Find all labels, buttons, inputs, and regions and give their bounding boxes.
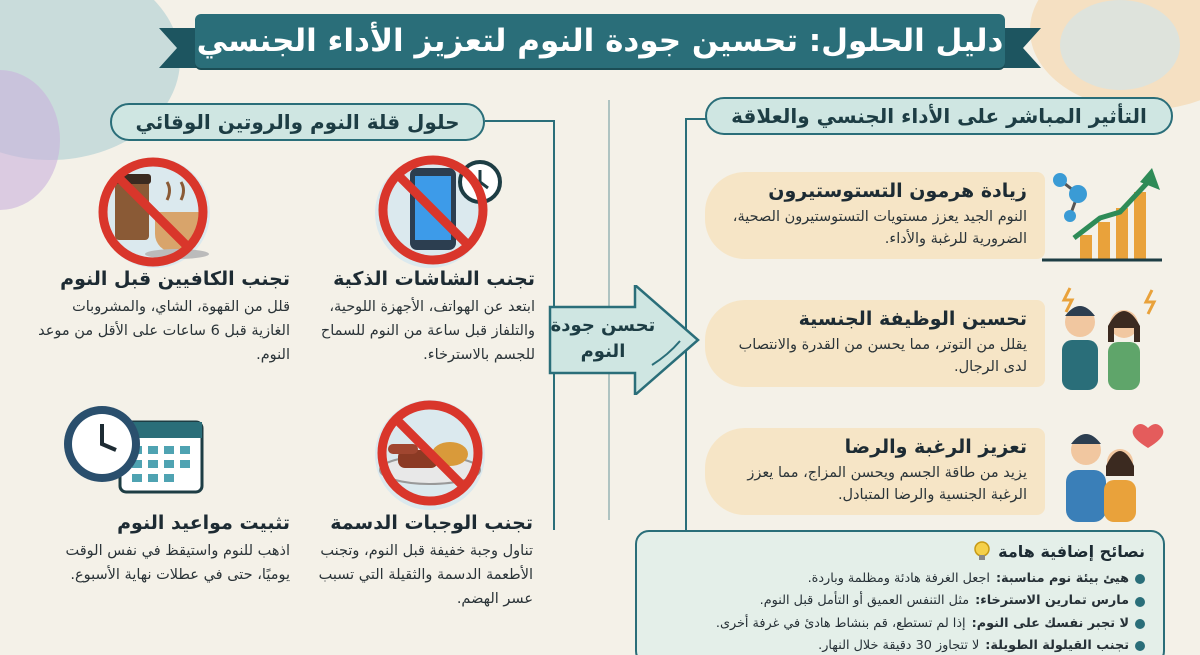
title-banner	[195, 14, 1005, 68]
extra-tips-title: نصائح إضافية هامة	[998, 541, 1145, 561]
hugging-couple-icon	[1040, 412, 1165, 527]
bullet-icon	[1135, 641, 1145, 651]
tip-screens	[300, 268, 535, 368]
no-fast-food-icon	[368, 398, 498, 513]
item-label: لا تجبر نفسك على النوم:	[971, 615, 1129, 631]
effect-card-desire	[705, 428, 1045, 515]
effect-text: يزيد من طاقة الجسم ويحسن المزاج، مما يعزز الرغبة الجنسية والرضا المتبادل.	[747, 465, 1027, 504]
tip-title: تجنب الكافيين قبل النوم	[60, 268, 290, 290]
item-text: اجعل الغرفة هادئة ومظلمة وباردة.	[807, 571, 990, 586]
decor-blob	[1060, 0, 1180, 90]
list-item	[651, 590, 1145, 612]
effect-text: النوم الجيد يعزز مستويات التستوستيرون الصحية، الضرورية للرغبة والأداء.	[732, 209, 1027, 248]
clock-calendar-icon	[60, 400, 210, 505]
effect-title: تعزيز الرغبة والرضا	[844, 436, 1027, 458]
list-item	[651, 568, 1145, 590]
item-label: تجنب القيلولة الطويلة:	[985, 638, 1129, 654]
lightbulb-icon	[972, 540, 992, 562]
no-coffee-icon	[85, 150, 225, 270]
item-text: لا تتجاوز 30 دقيقة خلال النهار.	[818, 638, 980, 654]
tip-sleep-schedule	[30, 512, 290, 588]
solutions-heading: حلول قلة النوم والروتين الوقائي	[110, 103, 485, 141]
list-item	[651, 613, 1145, 635]
bullet-icon	[1135, 619, 1145, 629]
extra-tips-box	[635, 530, 1165, 655]
tip-title: تثبيت مواعيد النوم	[117, 512, 290, 534]
tip-caffeine	[30, 268, 290, 368]
effect-card-testosterone	[705, 172, 1045, 259]
tip-text: اذهب للنوم واستيقظ في نفس الوقت يوميًا، حتى في عطلات نهاية الأسبوع.	[65, 543, 290, 583]
connector-line	[485, 120, 555, 122]
couple-icon	[1040, 282, 1165, 397]
effects-heading: التأثير المباشر على الأداء الجنسي والعلاقة	[705, 97, 1173, 135]
tip-title: تجنب الوجبات الدسمة	[330, 512, 533, 534]
extra-tips-list	[651, 568, 1145, 655]
tip-title: تجنب الشاشات الذكية	[333, 268, 535, 290]
connector-line	[685, 118, 707, 120]
tip-text: قلل من القهوة، الشاي، والمشروبات الغازية قبل 6 ساعات على الأقل من موعد النوم.	[38, 299, 290, 363]
bullet-icon	[1135, 574, 1145, 584]
effect-text: يقلل من التوتر، مما يحسن من القدرة والانتصاب لدى الرجال.	[738, 337, 1027, 376]
effect-card-function	[705, 300, 1045, 387]
item-text: مثل التنفس العميق أو التأمل قبل النوم.	[759, 593, 970, 609]
item-label: هيئ بيئة نوم مناسبة:	[995, 571, 1129, 586]
molecule-chart-icon	[1040, 160, 1165, 265]
item-label: مارس تمارين الاسترخاء:	[975, 593, 1129, 609]
item-text: إذا لم تستطع، قم بنشاط هادئ في غرفة أخرى.	[715, 615, 966, 631]
tip-text: تناول وجبة خفيفة قبل النوم، وتجنب الأطعمة الدسمة والثقيلة التي تسبب عسر الهضم.	[318, 543, 533, 607]
no-phone-icon	[370, 148, 505, 273]
page-title: دليل الحلول: تحسين جودة النوم لتعزيز الأداء الجنسي	[195, 14, 1005, 68]
bullet-icon	[1135, 597, 1145, 607]
tip-text: ابتعد عن الهواتف، الأجهزة اللوحية، والتلفاز قبل ساعة من النوم للسماح للجسم بالاسترخاء.	[320, 299, 535, 363]
extra-tips-heading	[651, 540, 1145, 562]
center-label: تحسن جودة النوم	[550, 315, 656, 363]
list-item	[651, 635, 1145, 655]
tip-heavy-meals	[315, 512, 533, 612]
effect-title: زيادة هرمون التستوستيرون	[768, 180, 1027, 202]
effect-title: تحسين الوظيفة الجنسية	[798, 308, 1027, 330]
